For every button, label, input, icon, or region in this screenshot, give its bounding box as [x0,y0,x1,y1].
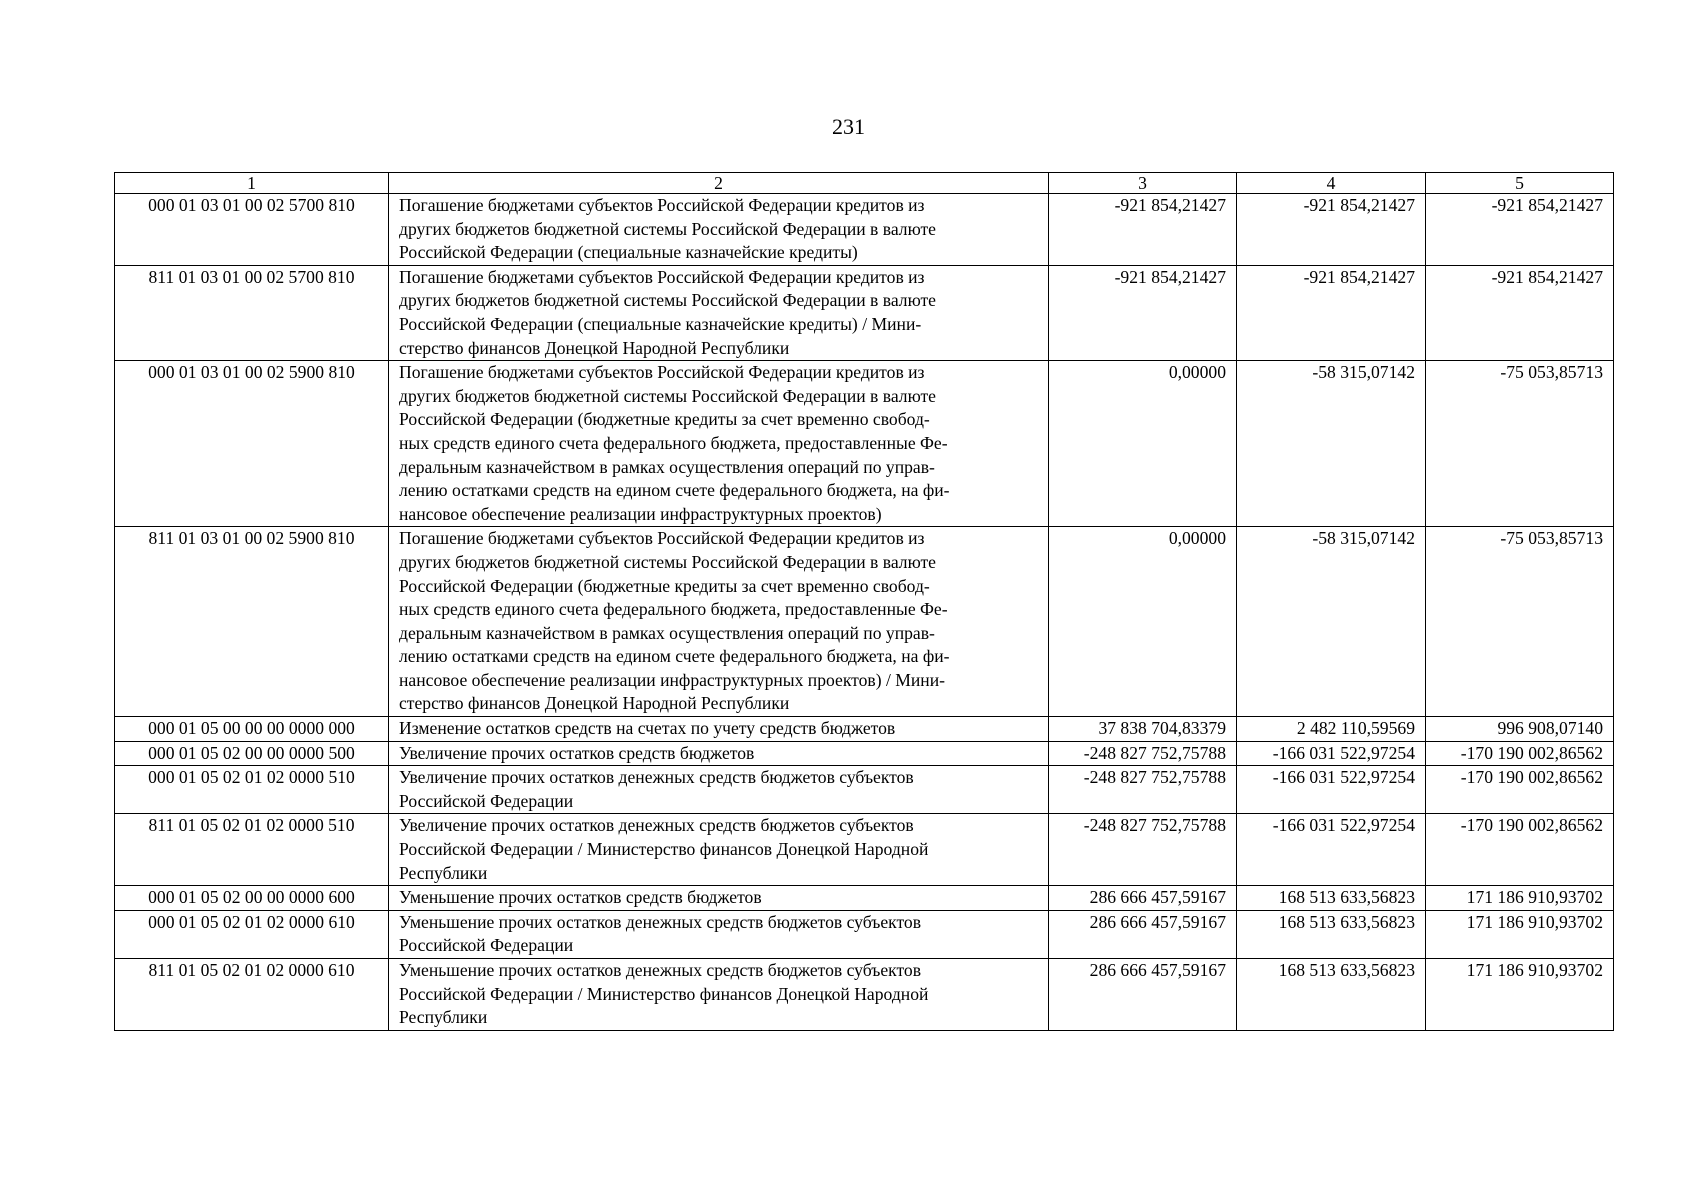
budget-code-cell: 811 01 03 01 00 02 5700 810 [115,265,389,360]
amount-cell-col5: 171 186 910,93702 [1426,910,1614,958]
amount-cell-col3: 286 666 457,59167 [1049,910,1237,958]
amount-cell-col5: -75 053,85713 [1426,527,1614,717]
column-header-1: 1 [115,173,389,194]
table-row [115,959,1614,1031]
description-line: других бюджетов бюджетной системы Российской Федерации в валюте [399,218,936,239]
page-number: 231 [832,114,865,139]
description-line: Российской Федерации [399,790,574,811]
amount-cell-col3: 0,00000 [1049,361,1237,527]
amount-cell-col4: 168 513 633,56823 [1237,886,1426,911]
description-line: стерство финансов Донецкой Народной Республики [399,337,790,358]
description-line: Увеличение прочих остатков средств бюджетов [399,742,755,763]
amount-cell-col3: -248 827 752,75788 [1049,741,1237,766]
description-line: деральным казначейством в рамках осуществления операций по управ- [399,622,935,643]
table-row [115,886,1614,911]
budget-code-cell: 000 01 05 02 01 02 0000 610 [115,910,389,958]
description-line: нансовое обеспечение реализации инфраструктурных проектов) [399,503,882,524]
description-line: Республики [399,1007,488,1028]
amount-cell-col5: -921 854,21427 [1426,194,1614,266]
amount-cell-col5: 171 186 910,93702 [1426,959,1614,1031]
description-cell [389,814,1049,886]
budget-code-cell: 000 01 03 01 00 02 5900 810 [115,361,389,527]
amount-cell-col3: -921 854,21427 [1049,194,1237,266]
table-row [115,741,1614,766]
description-line: Погашение бюджетами субъектов Российской Федерации кредитов из [399,528,925,549]
description-cell [389,361,1049,527]
amount-cell-col3: -921 854,21427 [1049,265,1237,360]
amount-cell-col4: -166 031 522,97254 [1237,741,1426,766]
table-body [115,173,1614,1031]
description-line: Погашение бюджетами субъектов Российской Федерации кредитов из [399,362,925,383]
column-header-2: 2 [389,173,1049,194]
amount-cell-col4: -58 315,07142 [1237,361,1426,527]
description-line: других бюджетов бюджетной системы Российской Федерации в валюте [399,551,936,572]
table-row [115,910,1614,958]
description-cell [389,194,1049,266]
amount-cell-col5: -170 190 002,86562 [1426,814,1614,886]
description-cell [389,766,1049,814]
amount-cell-col4: -921 854,21427 [1237,194,1426,266]
table-row [115,265,1614,360]
description-line: деральным казначейством в рамках осуществления операций по управ- [399,456,935,477]
description-line: Российской Федерации (специальные казначейские кредиты) [399,242,858,263]
table-row [115,361,1614,527]
table-row [115,194,1614,266]
description-line: ных средств единого счета федерального бюджета, предоставленные Фе- [399,432,948,453]
amount-cell-col5: -170 190 002,86562 [1426,766,1614,814]
description-line: Республики [399,862,488,883]
table-row [115,766,1614,814]
description-line: Погашение бюджетами субъектов Российской Федерации кредитов из [399,195,925,215]
column-header-3: 3 [1049,173,1237,194]
budget-sources-table [114,172,1614,1031]
amount-cell-col3: 37 838 704,83379 [1049,717,1237,742]
budget-code-cell: 000 01 03 01 00 02 5700 810 [115,194,389,266]
description-line: Российской Федерации / Министерство финансов Донецкой Народной [399,983,929,1004]
amount-cell-col4: -166 031 522,97254 [1237,766,1426,814]
amount-cell-col5: 171 186 910,93702 [1426,886,1614,911]
amount-cell-col4: 2 482 110,59569 [1237,717,1426,742]
description-line: Российской Федерации (бюджетные кредиты за счет временно свобод- [399,575,930,596]
description-line: Российской Федерации / Министерство финансов Донецкой Народной [399,839,929,860]
amount-cell-col4: -166 031 522,97254 [1237,814,1426,886]
description-line: других бюджетов бюджетной системы Российской Федерации в валюте [399,385,936,406]
table-row [115,717,1614,742]
amount-cell-col4: -921 854,21427 [1237,265,1426,360]
description-cell [389,910,1049,958]
description-cell [389,265,1049,360]
description-line: Уменьшение прочих остатков денежных средств бюджетов субъектов [399,960,922,980]
table-row [115,814,1614,886]
amount-cell-col3: -248 827 752,75788 [1049,814,1237,886]
description-line: Увеличение прочих остатков денежных средств бюджетов субъектов [399,767,914,788]
budget-code-cell: 811 01 05 02 01 02 0000 510 [115,814,389,886]
description-line: Уменьшение прочих остатков средств бюджетов [399,887,762,908]
description-cell [389,886,1049,911]
column-number-row [115,173,1614,194]
budget-code-cell: 000 01 05 02 00 00 0000 600 [115,886,389,911]
amount-cell-col3: 286 666 457,59167 [1049,886,1237,911]
description-line: Погашение бюджетами субъектов Российской Федерации кредитов из [399,266,925,287]
description-line: Увеличение прочих остатков денежных средств бюджетов субъектов [399,815,914,836]
description-line: стерство финансов Донецкой Народной Республики [399,693,790,714]
budget-code-cell: 000 01 05 02 01 02 0000 510 [115,766,389,814]
amount-cell-col4: -58 315,07142 [1237,527,1426,717]
description-cell [389,527,1049,717]
description-cell [389,717,1049,742]
description-line: Российской Федерации [399,935,574,956]
description-line: Российской Федерации (бюджетные кредиты за счет временно свобод- [399,409,930,430]
column-header-5: 5 [1426,173,1614,194]
amount-cell-col4: 168 513 633,56823 [1237,910,1426,958]
description-line: Изменение остатков средств на счетах по учету средств бюджетов [399,718,896,739]
description-line: ных средств единого счета федерального бюджета, предоставленные Фе- [399,599,948,620]
description-line: Российской Федерации (специальные казначейские кредиты) / Мини- [399,313,922,334]
amount-cell-col4: 168 513 633,56823 [1237,959,1426,1031]
amount-cell-col3: 286 666 457,59167 [1049,959,1237,1031]
budget-code-cell: 000 01 05 02 00 00 0000 500 [115,741,389,766]
description-cell [389,741,1049,766]
description-cell [389,959,1049,1031]
amount-cell-col3: -248 827 752,75788 [1049,766,1237,814]
table-row [115,527,1614,717]
budget-code-cell: 811 01 05 02 01 02 0000 610 [115,959,389,1031]
budget-code-cell: 000 01 05 00 00 00 0000 000 [115,717,389,742]
amount-cell-col5: 996 908,07140 [1426,717,1614,742]
amount-cell-col5: -921 854,21427 [1426,265,1614,360]
description-line: лению остатками средств на едином счете федерального бюджета, на фи- [399,646,950,667]
description-line: Уменьшение прочих остатков денежных средств бюджетов субъектов [399,911,922,932]
description-line: лению остатками средств на едином счете федерального бюджета, на фи- [399,480,950,501]
description-line: других бюджетов бюджетной системы Российской Федерации в валюте [399,290,936,311]
amount-cell-col5: -170 190 002,86562 [1426,741,1614,766]
column-header-4: 4 [1237,173,1426,194]
amount-cell-col5: -75 053,85713 [1426,361,1614,527]
description-line: нансовое обеспечение реализации инфраструктурных проектов) / Мини- [399,669,945,690]
amount-cell-col3: 0,00000 [1049,527,1237,717]
budget-code-cell: 811 01 03 01 00 02 5900 810 [115,527,389,717]
